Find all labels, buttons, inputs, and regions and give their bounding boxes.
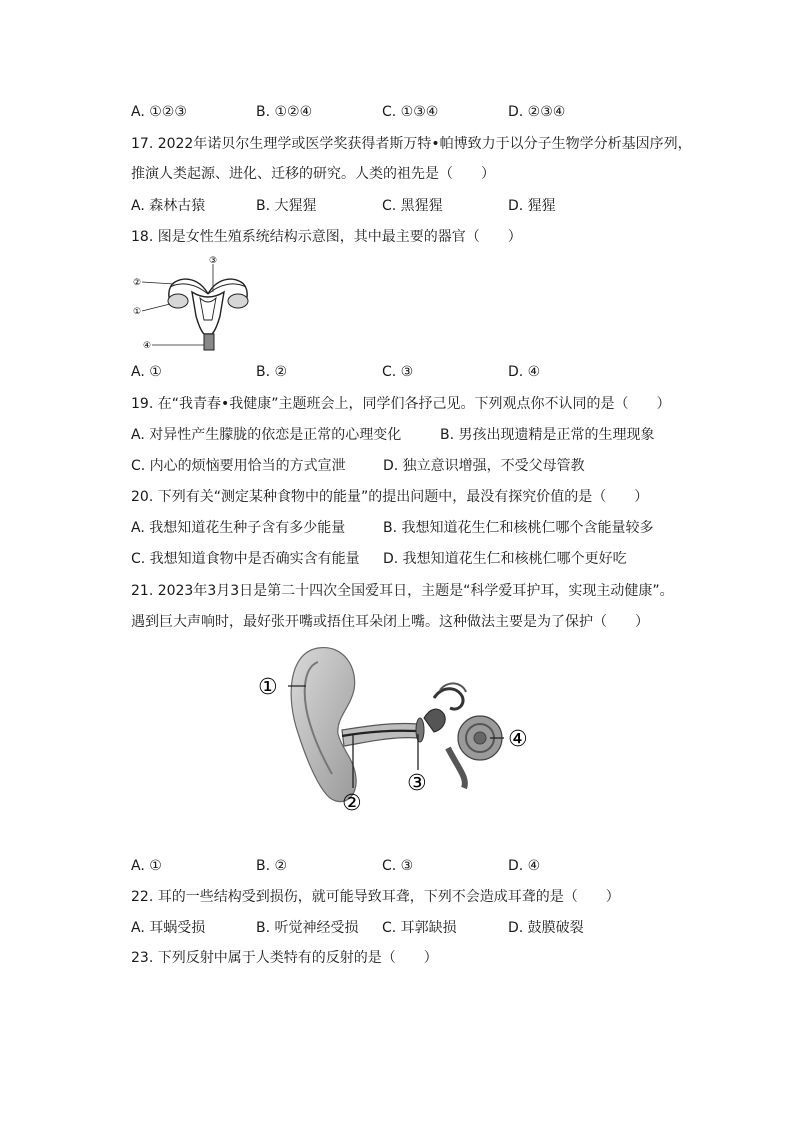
q18-option-b: B. ② xyxy=(256,364,288,380)
q16-option-c: C. ①③④ xyxy=(382,104,439,120)
q19-options-row2 xyxy=(131,456,691,476)
figure-label-4: ④ xyxy=(143,341,152,351)
q18-option-c: C. ③ xyxy=(382,364,414,380)
q17-options xyxy=(131,196,691,216)
q20-option-a: A. 我想知道花生种子含有多少能量 xyxy=(131,520,346,536)
q19-option-c: C. 内心的烦恼要用恰当的方式宣泄 xyxy=(131,458,346,474)
figure-label-2: ② xyxy=(133,278,142,288)
figure-label-1: ① xyxy=(133,307,142,317)
q18-options xyxy=(131,362,691,382)
q20-option-c: C. 我想知道食物中是否确实含有能量 xyxy=(131,551,360,567)
q21-option-c: C. ③ xyxy=(382,858,414,874)
q22-option-d: D. 鼓膜破裂 xyxy=(508,920,584,936)
q16-option-b: B. ①②④ xyxy=(256,104,313,120)
q17-option-a: A. 森林古猿 xyxy=(131,198,206,214)
q22-option-a: A. 耳蜗受损 xyxy=(131,920,206,936)
q19-option-d: D. 独立意识增强，不受父母管教 xyxy=(383,458,585,474)
figure-label-3: ③ xyxy=(209,256,218,266)
q16-option-a: A. ①②③ xyxy=(131,104,187,120)
q19-option-a: A. 对异性产生朦胧的依恋是正常的心理变化 xyxy=(131,427,402,443)
q21-stem-line1: 21. 2023年3月3日是第二十四次全国爱耳日，主题是“科学爱耳护耳，实现主动健康”。 xyxy=(131,583,674,599)
q21-option-b: B. ② xyxy=(256,858,288,874)
q21-options xyxy=(131,856,691,876)
q22-options xyxy=(131,918,691,938)
q18-option-d: D. ④ xyxy=(508,364,541,380)
q17-option-d: D. 猩猩 xyxy=(508,198,556,214)
q20-options-row1 xyxy=(131,518,691,538)
q19-stem: 19. 在“我青春•我健康”主题班会上，同学们各抒己见。下列观点你不认同的是（ ） xyxy=(131,396,671,412)
q19-option-b: B. 男孩出现遗精是正常的生理现象 xyxy=(440,427,655,443)
q20-options-row2 xyxy=(131,549,691,569)
q23-stem: 23. 下列反射中属于人类特有的反射的是（ ） xyxy=(131,950,438,966)
q21-option-a: A. ① xyxy=(131,858,162,874)
q20-stem: 20. 下列有关“测定某种食物中的能量”的提出问题中，最没有探究价值的是（ ） xyxy=(131,489,649,505)
q17-option-b: B. 大猩猩 xyxy=(256,198,317,214)
ear-label-1: ① xyxy=(258,675,278,700)
q21-option-d: D. ④ xyxy=(508,858,541,874)
q20-option-b: B. 我想知道花生仁和核桃仁哪个含能量较多 xyxy=(383,520,654,536)
ear-label-2: ② xyxy=(342,791,362,816)
q19-options-row1 xyxy=(131,425,691,445)
q22-option-c: C. 耳郭缺损 xyxy=(382,920,457,936)
human-ear-structure-diagram xyxy=(258,638,538,823)
q16-options xyxy=(131,102,691,122)
female-reproductive-system-diagram xyxy=(130,254,280,354)
q17-stem-line2: 推演人类起源、进化、迁移的研究。人类的祖先是（ ） xyxy=(131,166,495,182)
q17-option-c: C. 黑猩猩 xyxy=(382,198,443,214)
q16-option-d: D. ②③④ xyxy=(508,104,566,120)
q18-stem: 18. 图是女性生殖系统结构示意图，其中最主要的器官（ ） xyxy=(131,229,522,245)
q22-stem: 22. 耳的一些结构受到损伤，就可能导致耳聋，下列不会造成耳聋的是（ ） xyxy=(131,889,620,905)
ear-label-4: ④ xyxy=(508,727,528,752)
q17-stem-line1: 17. 2022年诺贝尔生理学或医学奖获得者斯万特•帕博致力于以分子生物学分析基因序列， xyxy=(131,136,692,152)
q18-option-a: A. ① xyxy=(131,364,162,380)
q21-stem-line2: 遇到巨大声响时，最好张开嘴或捂住耳朵闭上嘴。这种做法主要是为了保护（ ） xyxy=(131,614,649,630)
q22-option-b: B. 听觉神经受损 xyxy=(256,920,359,936)
q20-option-d: D. 我想知道花生仁和核桃仁哪个更好吃 xyxy=(383,551,627,567)
ear-label-3: ③ xyxy=(407,771,427,796)
